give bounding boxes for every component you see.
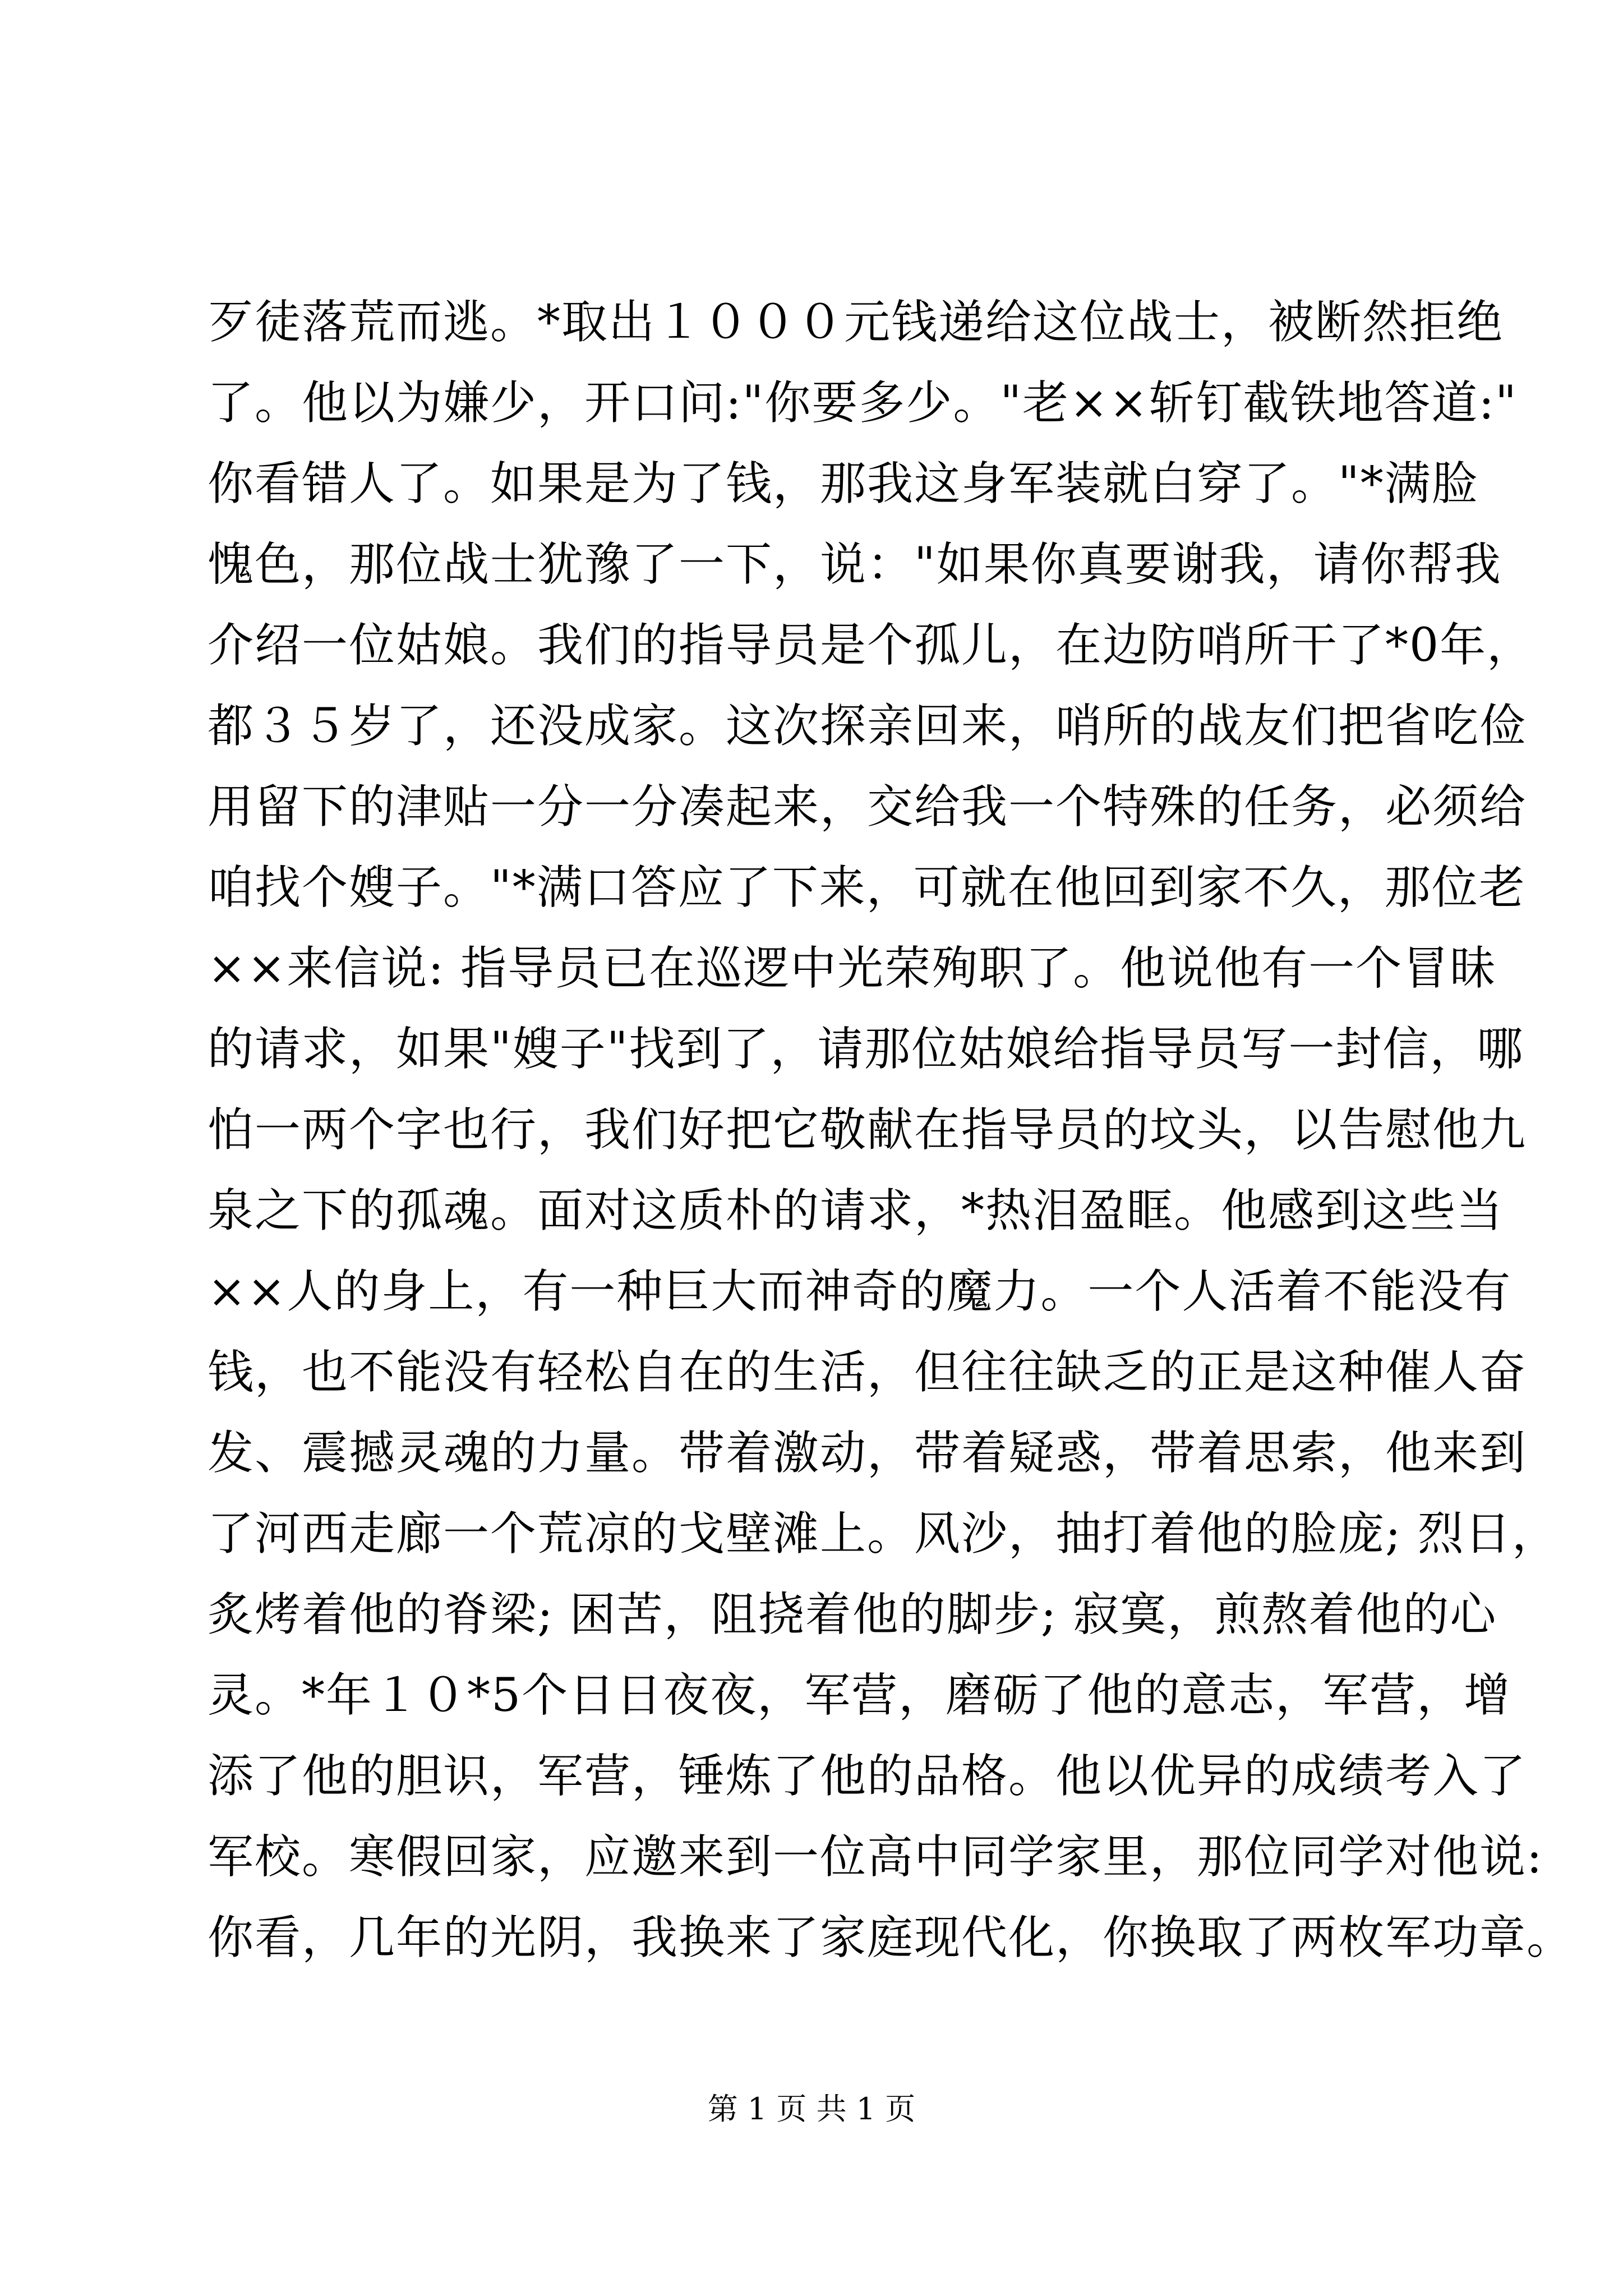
text-line: 泉之下的孤魂。面对这质朴的请求，*热泪盈眶。他感到这些当: [208, 1184, 1504, 1237]
text-line: 都３５岁了，还没成家。这次探亲回来，哨所的战友们把省吃俭: [208, 700, 1527, 753]
text-line: 咱找个嫂子。"*满口答应了下来，可就在他回到家不久，那位老: [208, 861, 1526, 914]
text-line: 你看，几年的光阴，我换来了家庭现代化，你换取了两枚军功章。: [208, 1911, 1574, 1964]
text-line: 炙烤着他的脊梁; 困苦，阻挠着他的脚步; 寂寞，煎熬着他的心: [208, 1588, 1497, 1641]
text-line: 介绍一位姑娘。我们的指导员是个孤儿，在边防哨所干了*0年，: [208, 619, 1534, 672]
text-line: 歹徒落荒而逃。*取出１０００元钱递给这位战士，被断然拒绝: [208, 296, 1504, 349]
text-line: ××人的身上，有一种巨大而神奇的魔力。一个人活着不能没有: [208, 1265, 1512, 1318]
text-line: 发、震撼灵魂的力量。带着激动，带着疑惑，带着思索，他来到: [208, 1427, 1527, 1480]
text-line: 了。他以为嫌少，开口问:"你要多少。"老××斩钉截铁地答道:": [208, 376, 1518, 430]
page-footer: 第 1 页 共 1 页: [707, 2091, 916, 2127]
text-line: 你看错人了。如果是为了钱，那我这身军装就白穿了。"*满脸: [208, 457, 1479, 510]
text-line: 钱，也不能没有轻松自在的生活，但往往缺乏的正是这种催人奋: [208, 1346, 1527, 1399]
text-line: 军校。寒假回家，应邀来到一位高中同学家里，那位同学对他说:: [208, 1830, 1543, 1884]
text-line: 了河西走廊一个荒凉的戈壁滩上。风沙，抽打着他的脸庞; 烈日，: [208, 1507, 1559, 1561]
text-line: 的请求，如果"嫂子"找到了，请那位姑娘给指导员写一封信，哪: [208, 1023, 1524, 1076]
text-line: 愧色，那位战士犹豫了一下，说："如果你真要谢我，请你帮我: [208, 538, 1502, 591]
text-line: ××来信说: 指导员已在巡逻中光荣殉职了。他说他有一个冒昧: [208, 942, 1497, 995]
text-line: 怕一两个字也行，我们好把它敬献在指导员的坟头，以告慰他九: [208, 1103, 1527, 1157]
text-line: 用留下的津贴一分一分凑起来，交给我一个特殊的任务，必须给: [208, 780, 1527, 834]
text-line: 灵。*年１０*5个日日夜夜，军营，磨砺了他的意志，军营，增: [208, 1669, 1511, 1722]
text-line: 添了他的胆识，军营，锤炼了他的品格。他以优异的成绩考入了: [208, 1750, 1527, 1803]
